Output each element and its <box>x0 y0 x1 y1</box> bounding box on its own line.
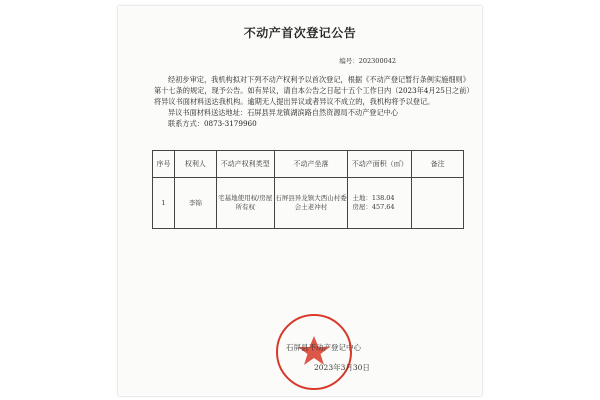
contact-phone: 联系方式：0873-3179960 <box>168 119 257 128</box>
document-title: 不动产首次登记公告 <box>243 26 357 40</box>
header-owner: 权利人 <box>174 151 216 178</box>
cell-owner: 李锦 <box>174 178 216 229</box>
header-area: 不动产面积（㎡） <box>348 151 412 178</box>
notice-paragraph: 经初步审定，我机构拟对下列不动产权利予以首次登记，根据《不动产登记暂行条例实施细则》第十七条的规定，现予公告。如有异议，请自本公告之日起十五个工作日内（2023年4月25日之前）将异议书面材料送达我机构。逾期无人提出异议或者异议不成立的，我机构将予以登记。 <box>154 75 470 106</box>
objection-address: 异议书面材料送达地址：石屏县异龙镇湖滨路自然资源局不动产登记中心 <box>168 108 399 117</box>
registration-table <box>152 150 464 229</box>
signature-date: 2023年3月30日 <box>314 363 370 372</box>
header-seq: 序号 <box>153 151 175 178</box>
serial-number: 编号：202300042 <box>339 57 396 65</box>
cell-area <box>348 178 412 229</box>
table-header-row <box>153 151 464 178</box>
table-row <box>153 178 464 229</box>
header-location: 不动产坐落 <box>274 151 348 178</box>
cell-location: 石屏县异龙镇大西山村委会土老冲村 <box>274 178 348 229</box>
signature-org: 石屏县不动产登记中心 <box>286 343 361 352</box>
header-right-type: 不动产权利类型 <box>216 151 274 178</box>
cell-note <box>412 178 464 229</box>
cell-seq: 1 <box>153 178 175 229</box>
area-house: 房屋：457.64 <box>352 203 395 211</box>
header-note: 备注 <box>412 151 464 178</box>
notice-body <box>154 74 472 129</box>
cell-right-type: 宅基地使用权/房屋所有权 <box>216 178 274 229</box>
area-land: 土地：138.04 <box>352 194 395 202</box>
notice-document <box>118 6 482 396</box>
